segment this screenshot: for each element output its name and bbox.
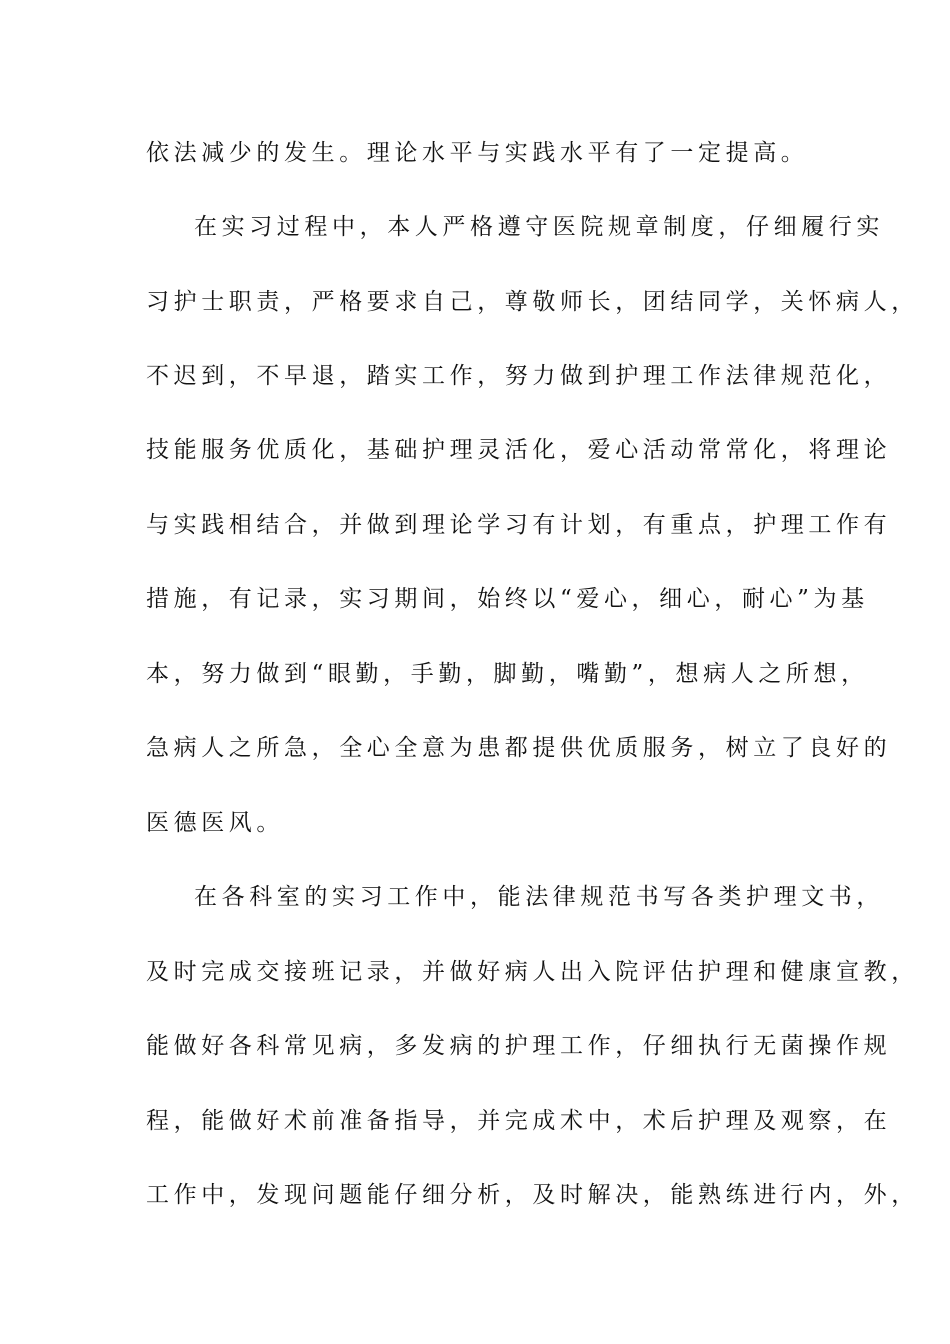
text-line: 及时完成交接班记录，并做好病人出入院评估护理和健康宣教， [146,959,919,985]
text-line: 本，努力做到“眼勤，手勤，脚勤，嘴勤”，想病人之所想， [146,661,869,687]
text-line: 依法减少的发生。理论水平与实践水平有了一定提高。 [146,140,809,166]
text-line: 工作中，发现问题能仔细分析，及时解决，能熟练进行内，外， [146,1182,919,1208]
text-line: 程，能做好术前准备指导，并完成术中，术后护理及观察，在 [146,1108,892,1134]
text-line: 医德医风。 [146,810,284,836]
text-line: 习护士职责，严格要求自己，尊敬师长，团结同学，关怀病人， [146,289,919,315]
text-line: 措施，有记录，实习期间，始终以“爱心，细心，耐心”为基 [146,586,869,612]
text-line: 不迟到，不早退，踏实工作，努力做到护理工作法律规范化， [146,363,892,389]
text-line: 能做好各科常见病，多发病的护理工作，仔细执行无菌操作规 [146,1033,892,1059]
paragraph-first-line: 在各科室的实习工作中，能法律规范书写各类护理文书， [194,884,884,910]
text-line: 与实践相结合，并做到理论学习有计划，有重点，护理工作有 [146,512,892,538]
paragraph-first-line: 在实习过程中，本人严格遵守医院规章制度，仔细履行实 [194,214,884,240]
text-line: 急病人之所急，全心全意为患都提供优质服务，树立了良好的 [146,735,892,761]
text-line: 技能服务优质化，基础护理灵活化，爱心活动常常化，将理论 [146,437,892,463]
